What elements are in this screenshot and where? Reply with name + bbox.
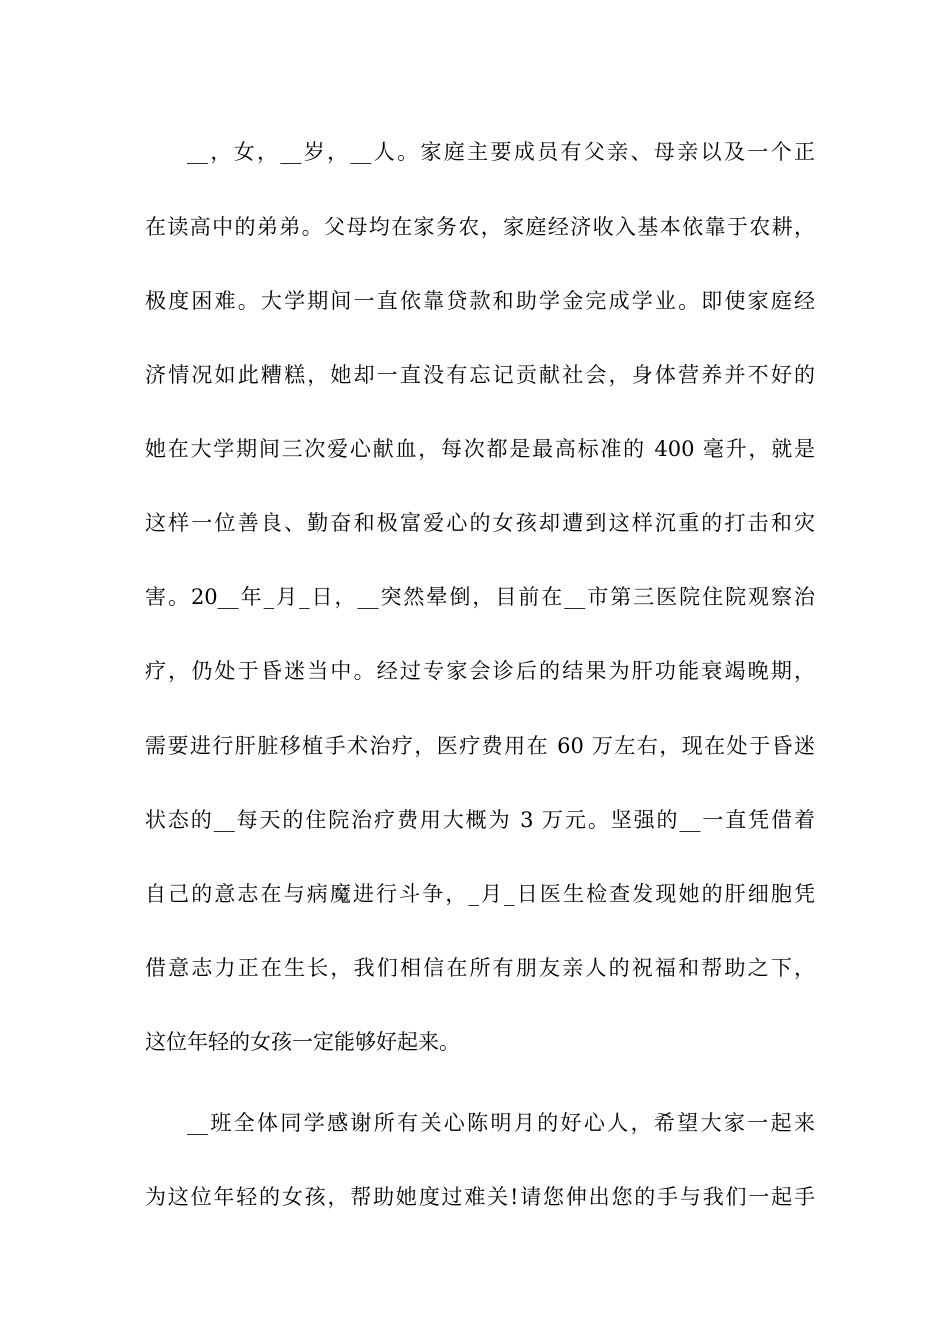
- paragraph-1-line-12: 借意志力正在生长，我们相信在所有朋友亲人的祝福和帮助之下，: [145, 956, 815, 980]
- paragraph-1-line-13: 这位年轻的女孩一定能够好起来。: [145, 1030, 460, 1054]
- paragraph-1-line-4: 济情况如此糟糕，她却一直没有忘记贡献社会，身体营养并不好的: [145, 363, 815, 387]
- paragraph-1-line-3: 极度困难。大学期间一直依靠贷款和助学金完成学业。即使家庭经: [145, 289, 815, 313]
- paragraph-1-line-1: __，女，__岁，__人。家庭主要成员有父亲、母亲以及一个正: [187, 140, 815, 164]
- paragraph-2-line-1: __班全体同学感谢所有关心陈明月的好心人，希望大家一起来: [187, 1111, 815, 1135]
- paragraph-1-line-8: 疗，仍处于昏迷当中。经过专家会诊后的结果为肝功能衰竭晚期，: [145, 659, 815, 683]
- paragraph-1-line-10: 状态的__每天的住院治疗费用大概为 3 万元。坚强的__一直凭借着: [145, 808, 815, 832]
- paragraph-1-line-11: 自己的意志在与病魔进行斗争，_月_日医生检查发现她的肝细胞凭: [145, 882, 815, 906]
- paragraph-1-line-6: 这样一位善良、勤奋和极富爱心的女孩却遭到这样沉重的打击和灾: [145, 511, 815, 535]
- paragraph-2-line-2: 为这位年轻的女孩，帮助她度过难关!请您伸出您的手与我们一起手: [145, 1185, 815, 1209]
- paragraph-1-line-2: 在读高中的弟弟。父母均在家务农，家庭经济收入基本依靠于农耕，: [145, 215, 815, 239]
- paragraph-1-line-9: 需要进行肝脏移植手术治疗，医疗费用在 60 万左右，现在处于昏迷: [145, 734, 815, 758]
- paragraph-1-line-5: 她在大学期间三次爱心献血，每次都是最高标准的 400 毫升，就是: [145, 437, 815, 461]
- paragraph-1-line-7: 害。20__年_月_日，__突然晕倒，目前在__市第三医院住院观察治: [145, 585, 815, 609]
